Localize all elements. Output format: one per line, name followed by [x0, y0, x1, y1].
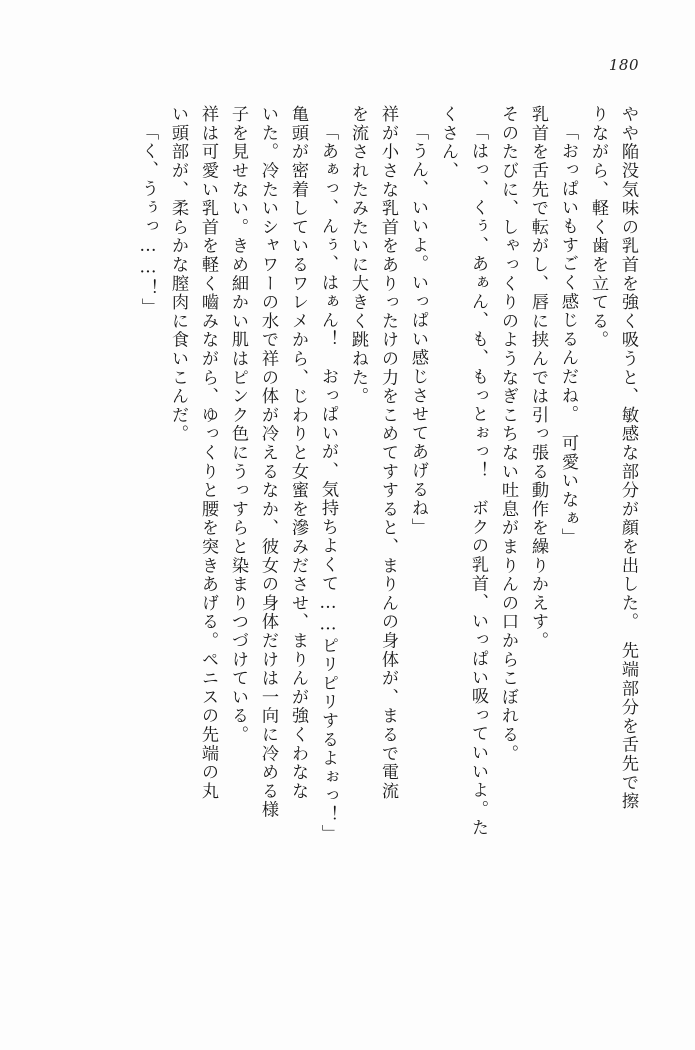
text-line: くさん、	[438, 105, 458, 181]
vertical-text-body	[58, 105, 643, 1002]
text-line: い頭部が、柔らかな膣肉に食いこんだ。	[168, 105, 188, 444]
text-line: 「く、うぅっ……！」	[138, 123, 158, 317]
text-line: 「うん、いいよ。いっぱい感じさせてあげるね」	[408, 123, 428, 537]
text-line: 「あぁっ、んぅ、はぁん！ おっぱいが、気持ちよくて……ピリピリするよぉっ！」	[318, 123, 338, 843]
text-line: いた。冷たいシャワーの水で祥の体が冷えるなか、彼女の身体だけは一向に冷める様	[258, 105, 278, 820]
text-line: 祥は可愛い乳首を軽く嚙みながら、ゆっくりと腰を突きあげる。ペニスの先端の丸	[198, 105, 218, 801]
text-line: そのたびに、しゃっくりのようなぎこちない吐息がまりんの口からこぼれる。	[498, 105, 518, 763]
text-line: やや陥没気味の乳首を強く吸うと、敏感な部分が顔を出した。 先端部分を舌先で擦	[618, 105, 638, 811]
text-line: 亀頭が密着しているワレメから、じわりと女蜜を滲みださせ、まりんが強くわなな	[288, 105, 308, 801]
text-line: 乳首を舌先で転がし、唇に挟んでは引っ張る動作を繰りかえす。	[528, 105, 548, 651]
page-number: 180	[608, 56, 639, 74]
text-line: りながら、軽く歯を立てる。	[588, 105, 608, 350]
text-line: 「おっぱいもすごく感じるんだね。 可愛いなぁ」	[558, 123, 578, 547]
text-line: 「はっ、くぅ、あぁん、も、もっとぉっ！ ボクの乳首、いっぱい吸っていいよ。た	[468, 123, 488, 838]
text-line: 祥が小さな乳首をありったけの力をこめてすすると、まりんの身体が、まるで電流	[378, 105, 398, 801]
text-line: 子を見せない。きめ細かい肌はピンク色にうっすらと染まりつづけている。	[228, 105, 248, 745]
text-line: を流されたみたいに大きく跳ねた。	[348, 105, 368, 406]
